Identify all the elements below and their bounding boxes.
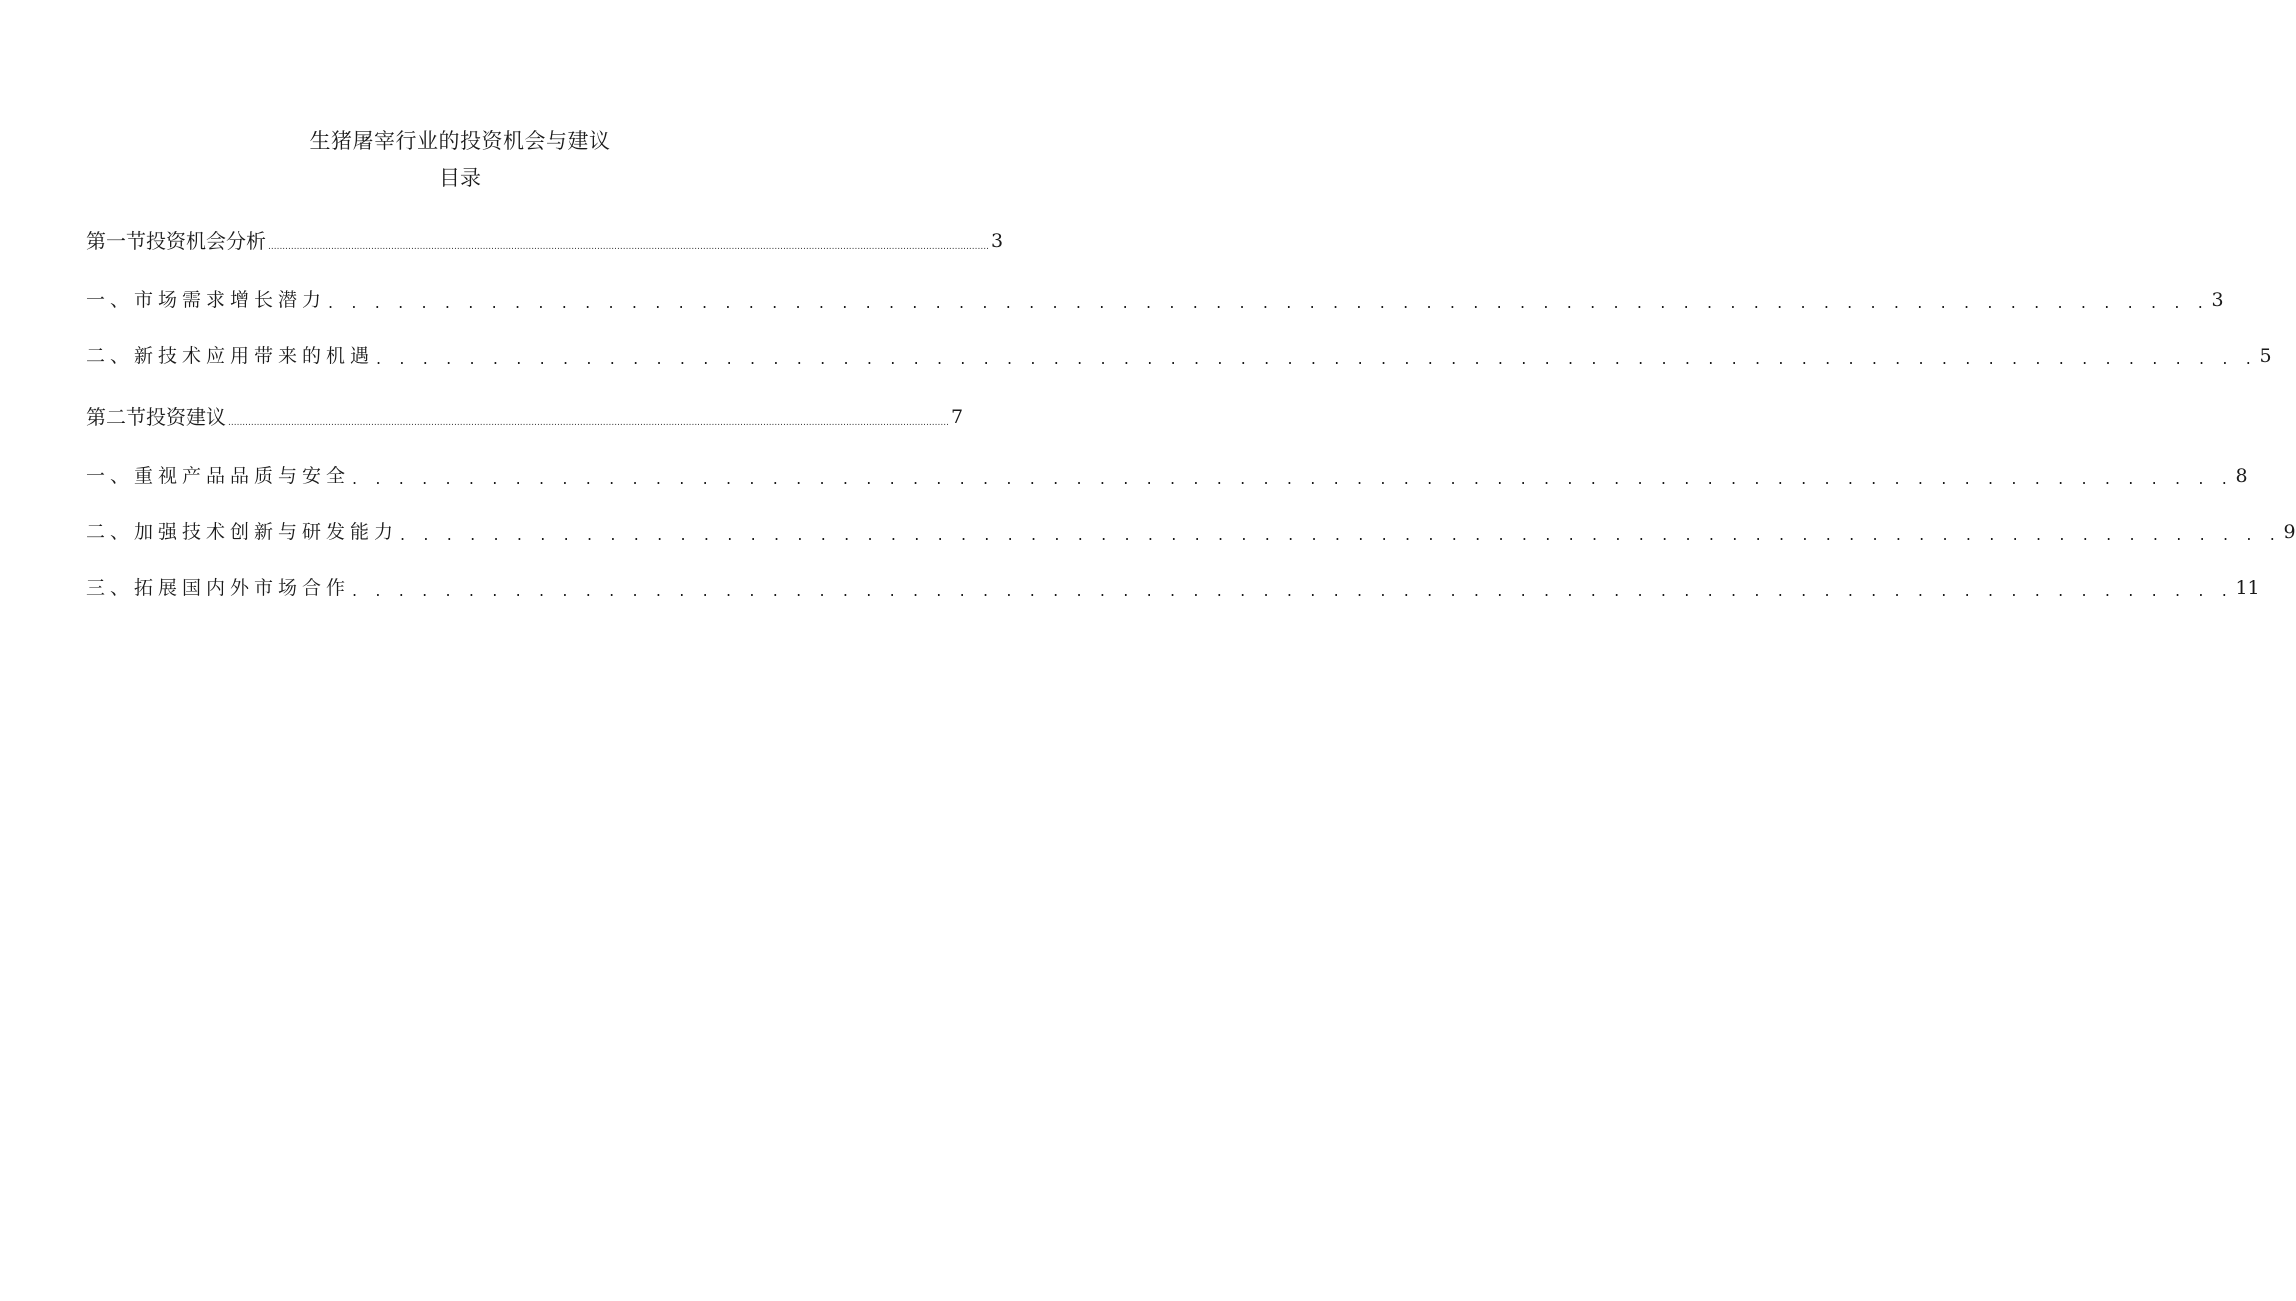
toc-dot-leader: . . . . . . . . . . . . . . . . . . . . . . . . . . . . . . . . . . . . . . . . . . . . . . . . . . . . . . . . . . . . . . . . . . . . . . . . . . . . . . . . . <box>352 581 2234 600</box>
toc-dot-leader: . . . . . . . . . . . . . . . . . . . . . . . . . . . . . . . . . . . . . . . . . . . . . . . . . . . . . . . . . . . . . . . . . . . . . . . . . . . . . . . . . <box>328 293 2210 312</box>
toc-dot-leader: . . . . . . . . . . . . . . . . . . . . . . . . . . . . . . . . . . . . . . . . . . . . . . . . . . . . . . . . . . . . . . . . . . . . . . . . . . . . . . . . . <box>376 349 2258 368</box>
toc-entry-2-1[interactable] <box>86 461 2248 491</box>
toc-entry-2-3[interactable] <box>86 573 2260 603</box>
toc-dot-leader: . . . . . . . . . . . . . . . . . . . . . . . . . . . . . . . . . . . . . . . . . . . . . . . . . . . . . . . . . . . . . . . . . . . . . . . . . . . . . . . . . <box>352 469 2234 488</box>
toc-entry-1-2[interactable] <box>86 341 2272 371</box>
toc-dot-leader: ............................................................................................................................................................................................................................................................ <box>268 242 989 252</box>
toc-page-number: 8 <box>2235 465 2248 487</box>
toc-page-number: 3 <box>990 230 1004 252</box>
toc-entry-2-2[interactable] <box>86 517 2296 547</box>
toc-entry-section-2[interactable] <box>86 402 964 432</box>
toc-entry-label: 一、市场需求增长潜力 <box>86 289 327 311</box>
toc-page-number: 7 <box>950 406 964 428</box>
toc-entry-1-1[interactable] <box>86 285 2224 315</box>
toc-dot-leader: . . . . . . . . . . . . . . . . . . . . . . . . . . . . . . . . . . . . . . . . . . . . . . . . . . . . . . . . . . . . . . . . . . . . . . . . . . . . . . . . . <box>400 525 2282 544</box>
toc-entry-label: 第一节投资机会分析 <box>86 229 266 253</box>
toc-page-number: 11 <box>2235 577 2260 599</box>
toc-page-number: 3 <box>2211 289 2224 311</box>
toc-page-number: 5 <box>2259 345 2272 367</box>
toc-heading: 目录 <box>439 166 481 190</box>
document-title: 生猪屠宰行业的投资机会与建议 <box>309 129 611 153</box>
toc-entry-label: 二、加强技术创新与研发能力 <box>86 521 399 543</box>
toc-dot-leader: ............................................................................................................................................................................................................................................................ <box>228 418 949 428</box>
toc-page-number: 9 <box>2283 521 2296 543</box>
toc-entry-label: 二、新技术应用带来的机遇 <box>86 345 375 367</box>
toc-entry-label: 一、重视产品品质与安全 <box>86 465 351 487</box>
toc-entry-section-1[interactable] <box>86 226 1004 256</box>
toc-entry-label: 三、拓展国内外市场合作 <box>86 577 351 599</box>
toc-entry-label: 第二节投资建议 <box>86 405 226 429</box>
